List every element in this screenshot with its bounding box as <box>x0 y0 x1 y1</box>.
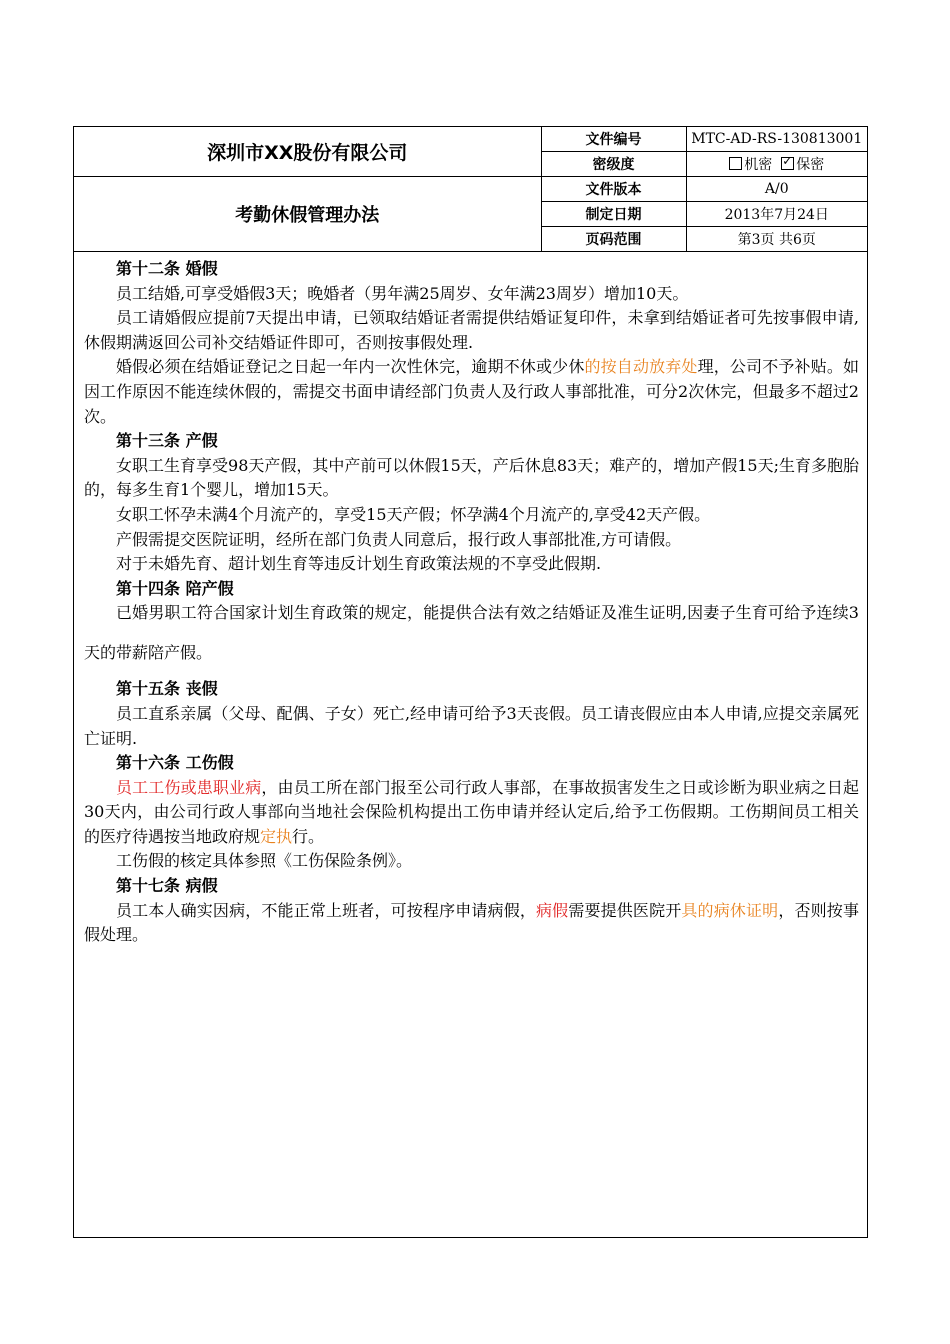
paragraph: 女职工生育享受98天产假，其中产前可以休假15天，产后休息83天；难产的，增加产假15天;生育多胞胎的，每多生育1个婴儿，增加15天。 <box>84 455 859 500</box>
secrecy-option-1: 机密 <box>744 157 773 173</box>
paragraph: 对于未婚先育、超计划生育等违反计划生育政策法规的不享受此假期. <box>116 554 602 574</box>
pages-value: 第3页 共6页 <box>686 227 867 252</box>
paragraph: 工伤假的核定具体参照《工伤保险条例》。 <box>116 851 413 871</box>
section-heading-maternity-leave: 第十三条 产假 <box>116 431 218 451</box>
doc-no-label: 文件编号 <box>541 127 686 152</box>
date-label: 制定日期 <box>541 202 686 227</box>
paragraph: 产假需提交医院证明，经所在部门负责人同意后，报行政人事部批准,方可请假。 <box>116 529 682 549</box>
secrecy-option-2: 保密 <box>796 157 825 173</box>
checkbox-checked-icon <box>781 157 794 170</box>
section-heading-sick-leave: 第十七条 病假 <box>116 876 218 896</box>
paragraph: 员工结婚,可享受婚假3天；晚婚者（男年满25周岁、女年满23周岁）增加10天。 <box>116 283 689 303</box>
version-value: A/0 <box>686 177 867 202</box>
text-run: 婚假必须在结婚证登记之日起一年内一次性休完，逾期不休或少休 <box>116 357 585 377</box>
highlighted-text: 员工工伤或患职业病 <box>116 777 262 797</box>
text-run: 员工本人确实因病，不能正常上班者，可按程序申请病假， <box>116 900 536 920</box>
section-heading-paternity-leave: 第十四条 陪产假 <box>116 578 234 598</box>
doc-no-value: MTC-AD-RS-130813001 <box>686 127 867 152</box>
paragraph: 已婚男职工符合国家计划生育政策的规定，能提供合法有效之结婚证及准生证明,因妻子生育可给予连续3天的带薪陪产假。 <box>84 603 859 663</box>
section-heading-bereavement-leave: 第十五条 丧假 <box>116 679 218 699</box>
section-heading-work-injury-leave: 第十六条 工伤假 <box>116 753 234 773</box>
header-table <box>74 127 867 252</box>
text-run: 需要提供医院开 <box>568 900 682 920</box>
version-label: 文件版本 <box>541 177 686 202</box>
document-body <box>84 257 859 948</box>
secrecy-label: 密级度 <box>541 152 686 177</box>
text-run: ，否则按事假处理。 <box>84 900 859 945</box>
highlighted-text: 病假 <box>536 900 569 920</box>
date-value: 2013年7月24日 <box>686 202 867 227</box>
document-title: 考勤休假管理办法 <box>74 177 541 252</box>
paragraph: 员工请婚假应提前7天提出申请，已领取结婚证者需提供结婚证复印件，未拿到结婚证者可先按事假申请,休假期满返回公司补交结婚证件即可，否则按事假处理. <box>84 308 859 352</box>
section-heading-marriage-leave: 第十二条 婚假 <box>116 259 218 278</box>
paragraph <box>84 355 859 429</box>
highlighted-text: 的按自动放弃处 <box>584 357 698 377</box>
paragraph: 女职工怀孕未满4个月流产的，享受15天产假；怀孕满4个月流产的,享受42天产假。 <box>116 504 711 524</box>
highlighted-text: 具的病休证明 <box>681 900 779 920</box>
checkbox-unchecked-icon <box>729 157 742 170</box>
text-run: 理，公司不予补贴。如因工作原因不能连续休假的，需提交书面申请经部门负责人及行政人事部批准，可分2次休完，但最多不超过2次。 <box>84 357 859 426</box>
paragraph: 员工直系亲属（父母、配偶、子女）死亡,经申请可给予3天丧假。员工请丧假应由本人申请,应提交亲属死亡证明. <box>84 703 859 748</box>
document-frame <box>73 126 868 1238</box>
paragraph <box>84 899 859 948</box>
company-name: 深圳市XX股份有限公司 <box>74 127 541 177</box>
paragraph <box>84 776 859 850</box>
text-run: 行。 <box>292 826 325 846</box>
highlighted-text: 定执 <box>260 826 293 846</box>
pages-label: 页码范围 <box>541 227 686 252</box>
secrecy-value <box>686 152 867 177</box>
text-run: ，由员工所在部门报至公司行政人事部，在事故损害发生之日或诊断为职业病之日起30天内，由公司行政人事部向当地社会保险机构提出工伤申请并经认定后,给予工伤假期。工伤期间员工相关的医疗待遇按当地政府规 <box>84 777 859 846</box>
